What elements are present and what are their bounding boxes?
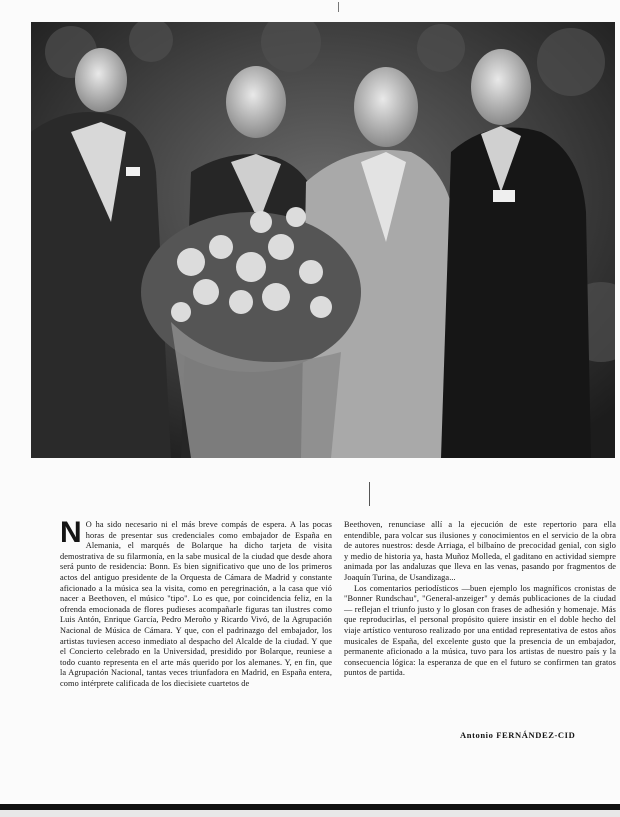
page-edge: [0, 810, 620, 817]
article-paragraph: Beethoven, renunciase allí a la ejecución de este repertorio para ella entendible, para volcar sus ilusiones y conocimientos en el servicio de la obra de autores nuestros: desde Arriaga, el bilbaíno de precocidad genial, con siglo y medio de historia ya, hasta Muñoz Molleda, el gaditano en actividad siempre animada por las andaluzas que lleva en las venas, pasando por fragmentos de Joaquín Turina, de Usandizaga...: [344, 520, 616, 582]
article-photo: [31, 22, 615, 458]
article-paragraph: Los comentarios periodísticos —buen ejemplo los magníficos cronistas de "Bonner Rundschau", "General-anzeiger" y demás publicaciones de la ciudad— reflejan el triunfo justo y lo glosan con frases de adhesión y homenaje. Más que reproducirlas, el personal propósito quiere insistir en el doble hecho del viaje artístico venturoso realizado por una entidad representativa de estos años musicales de España, del excelente gusto que la presencia de un embajador, permanente aficionado a la música, tuvo para los artistas de nuestro país y la consecuencia lógica: la esperanza de que en el futuro se confirmen tan gratos puntos de partida.: [344, 583, 616, 678]
registration-mark-top: [338, 2, 339, 12]
photo-illustration: [31, 22, 615, 458]
drop-cap: N: [60, 516, 82, 549]
paragraph-text: O ha sido necesario ni el más breve compás de espera. A las pocas horas de presentar sus credenciales como embajador de España en Alemania, el marqués de Bolarque ha dicho tarjeta de visita demostrativa de su filarmonía, en la sabe musical de la ciudad que desde ahora será punto de residencia: Bonn. Es bien significativo que uno de los primeros actos del antiguo presidente de la Orquesta de Cámara de Madrid y constante aficionado a la música sea la visita, como en peregrinación, a la casa que vió nacer a Beethoven, el músico "tipo". Lo es que, por coincidencia feliz, en la ofrenda emocionada de flores pudieses acompañarle figuras tan ilustres como Luis Antón, Enrique García, Pedro Meroño y Ricardo Vivó, de la Agrupación Nacional de Música de Cámara. Y que, con el padrinazgo del embajador, los artistas tuviesen acceso inmediato al despacho del Alcalde de la ciudad. Y que el Concierto celebrado en la Universidad, presidido por Bolarque, reuniese a todo cuanto representa en el arte más querido por los alemanes. Y, en fin, que la Agrupación Nacional, tantas veces triunfadora en Madrid, en España entera, como intérprete calificada de los diecisiete cuartetos de: [60, 520, 332, 688]
registration-mark-middle: [369, 482, 370, 506]
article-column-right: [344, 520, 616, 679]
article-paragraph: [60, 516, 332, 690]
author-signature: Antonio FERNÁNDEZ-CID: [460, 730, 576, 740]
article-column-left: [60, 516, 332, 690]
